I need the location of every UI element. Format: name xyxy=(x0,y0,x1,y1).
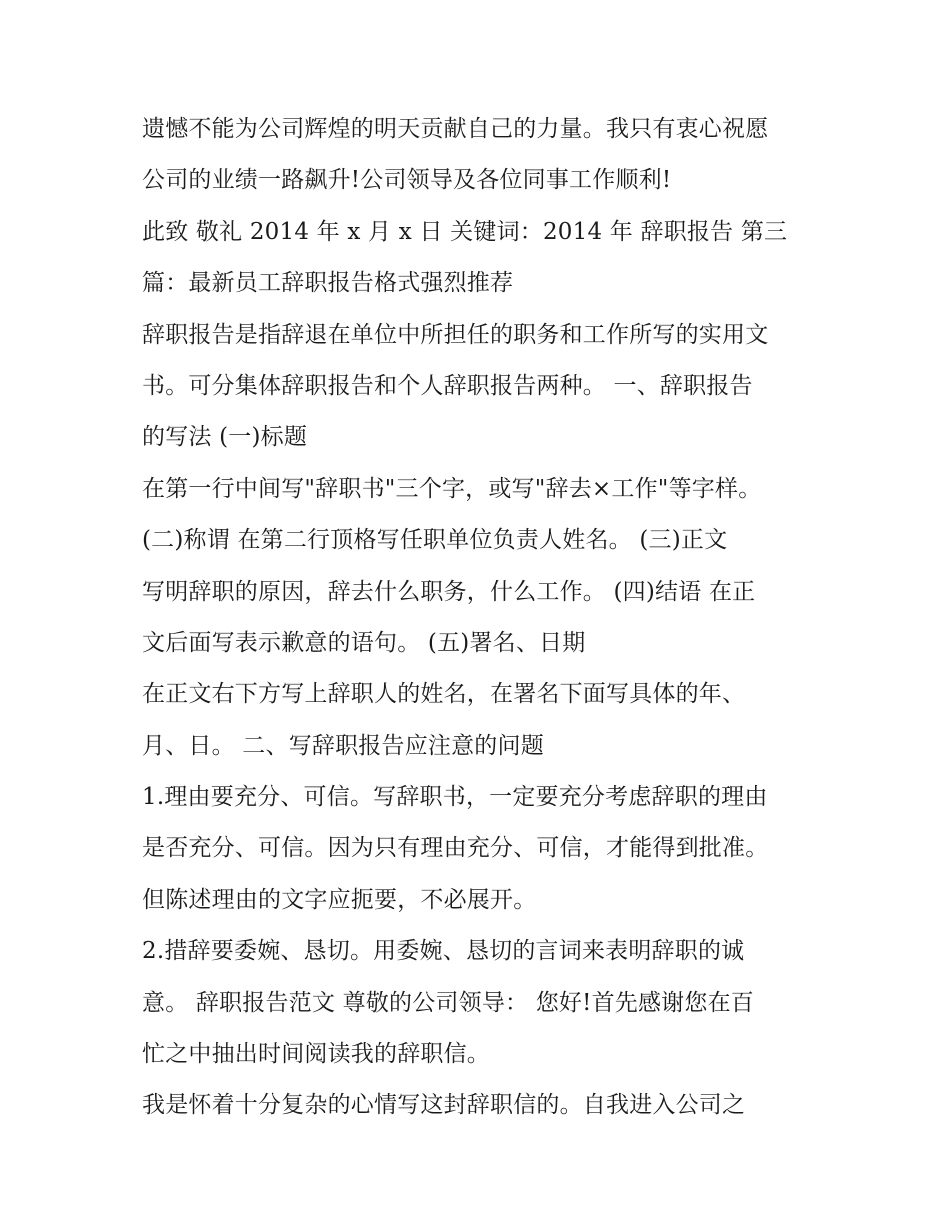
text-line: 意。 辞职报告范文 尊敬的公司领导： 您好!首先感谢您在百 xyxy=(142,989,754,1016)
text-line: 是否充分、可信。因为只有理由充分、可信，才能得到批准。 xyxy=(142,835,769,862)
text-line: 辞职报告是指辞退在单位中所担任的职务和工作所写的实用文 xyxy=(142,321,769,348)
text-line: (二)称谓 在第二行顶格写任职单位负责人姓名。 (三)正文 xyxy=(142,527,728,554)
text-line: 的写法 (一)标题 xyxy=(142,424,308,451)
text-line: 2.措辞要委婉、恳切。用委婉、恳切的言词来表明辞职的诚 xyxy=(142,938,745,965)
text-line: 篇：最新员工辞职报告格式强烈推荐 xyxy=(142,270,514,297)
text-line: 在正文右下方写上辞职人的姓名，在署名下面写具体的年、 xyxy=(142,681,746,708)
text-line: 遗憾不能为公司辉煌的明天贡献自己的力量。我只有衷心祝愿 xyxy=(142,116,769,142)
text-line: 书。可分集体辞职报告和个人辞职报告两种。 一、辞职报告 xyxy=(142,372,753,399)
text-line: 1.理由要充分、可信。写辞职书，一定要充分考虑辞职的理由 xyxy=(142,784,768,811)
text-line: 我是怀着十分复杂的心情写这封辞职信的。自我进入公司之 xyxy=(142,1092,746,1119)
text-line: 公司的业绩一路飙升!公司领导及各位同事工作顺利! xyxy=(142,167,672,194)
text-line: 写明辞职的原因，辞去什么职务，什么工作。 (四)结语 在正 xyxy=(142,578,756,605)
text-line: 但陈述理由的文字应扼要，不必展开。 xyxy=(142,886,537,913)
text-line: 文后面写表示歉意的语句。 (五)署名、日期 xyxy=(142,629,586,656)
text-line: 此致 敬礼 2014 年 x 月 x 日 关键词：2014 年 辞职报告 第三 xyxy=(142,218,788,245)
text-line: 在第一行中间写"辞职书"三个字，或写"辞去×工作"等字样。 xyxy=(142,475,762,502)
text-line: 忙之中抽出时间阅读我的辞职信。 xyxy=(142,1041,490,1068)
document-body xyxy=(142,104,842,1132)
text-line: 月、日。 二、写辞职报告应注意的问题 xyxy=(142,732,544,759)
